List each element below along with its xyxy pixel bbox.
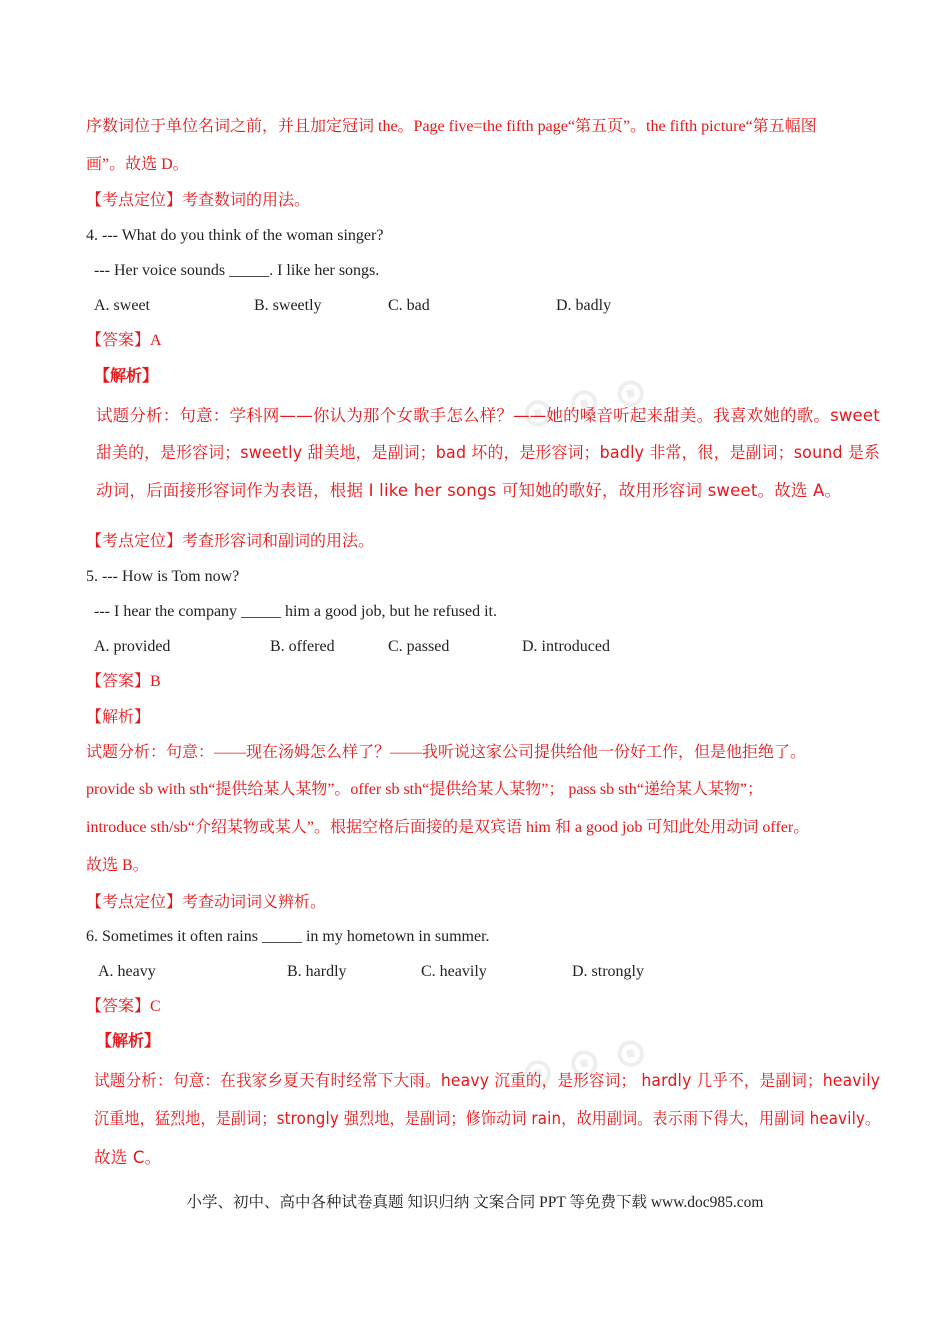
- question-6-stem: 6. Sometimes it often rains _____ in my hometown in summer.: [86, 928, 490, 945]
- question-4-option-c: C. bad: [388, 297, 430, 314]
- kaodian-4: 【考点定位】考查形容词和副词的用法。: [86, 533, 375, 550]
- question-5-answer: 【答案】B: [86, 673, 161, 690]
- intro-line-1: 序数词位于单位名词之前，并且加定冠词 the。Page five=the fifth page“第五页”。the fifth picture“第五幅图: [86, 118, 817, 135]
- question-5-option-b: B. offered: [270, 638, 335, 655]
- question-6-analysis-label: 【解析】: [96, 1033, 161, 1050]
- question-4-answer: 【答案】A: [86, 332, 162, 349]
- question-5-analysis-line-4: 故选 B。: [86, 857, 149, 874]
- question-6-option-a: A. heavy: [98, 963, 156, 980]
- kaodian-5: 【考点定位】考查动词词义辨析。: [86, 894, 327, 911]
- watermark-logo: ⊙ ⊙ ⊙: [516, 1027, 652, 1099]
- question-4-analysis-line-1: 试题分析：句意：学科网——你认为那个女歌手怎么样？——她的嗓音听起来甜美。我喜欢她的歌。sweet: [96, 406, 880, 425]
- question-5-analysis-line-1: 试题分析：句意：——现在汤姆怎么样了？——我听说这家公司提供给他一份好工作，但是他拒绝了。: [86, 744, 807, 761]
- question-6-analysis-line-2: 沉重地，猛烈地，是副词；strongly 强烈地，是副词；修饰动词 rain，故用副词。表示雨下得大，用副词 heavily。: [94, 1109, 881, 1128]
- question-5-option-d: D. introduced: [522, 638, 610, 655]
- question-4-option-b: B. sweetly: [254, 297, 322, 314]
- kaodian-3: 【考点定位】考查数词的用法。: [86, 192, 311, 209]
- question-4-analysis-label: 【解析】: [94, 368, 159, 385]
- question-5-analysis-label: 【解析】: [86, 709, 151, 726]
- question-6-option-c: C. heavily: [421, 963, 487, 980]
- question-4-analysis-line-3: 动词，后面接形容词作为表语，根据 I like her songs 可知她的歌好，故用形容词 sweet。故选 A。: [96, 481, 842, 500]
- question-4-stem2: --- Her voice sounds _____. I like her songs.: [94, 262, 380, 279]
- question-6-option-d: D. strongly: [572, 963, 644, 980]
- question-4-analysis-line-2: 甜美的，是形容词；sweetly 甜美地，是副词；bad 坏的，是形容词；badly 非常，很，是副词；sound 是系: [96, 443, 881, 462]
- question-5-analysis-line-3: introduce sth/sb“介绍某物或某人”。根据空格后面接的是双宾语 him 和 a good job 可知此处用动词 offer。: [86, 819, 810, 836]
- question-5-analysis-line-2: provide sb with sth“提供给某人某物”。offer sb sth“提供给某人某物”； pass sb sth“递给某人某物”；: [86, 781, 763, 798]
- question-6-answer: 【答案】C: [86, 998, 161, 1015]
- page-footer: 小学、初中、高中各种试卷真题 知识归纳 文案合同 PPT 等免费下载 www.doc985.com: [186, 1194, 764, 1211]
- question-6-analysis-line-3: 故选 C。: [94, 1148, 162, 1167]
- question-4-stem: 4. --- What do you think of the woman singer?: [86, 227, 384, 244]
- question-5-stem: 5. --- How is Tom now?: [86, 568, 240, 585]
- question-4-option-d: D. badly: [556, 297, 612, 314]
- question-6-option-b: B. hardly: [287, 963, 347, 980]
- watermark-logo: ⊙ ⊙ ⊙: [516, 367, 652, 439]
- question-5-option-c: C. passed: [388, 638, 450, 655]
- question-6-analysis-line-1: 试题分析：句意：在我家乡夏天有时经常下大雨。heavy 沉重的，是形容词； hardly 几乎不，是副词；heavily: [94, 1071, 881, 1090]
- question-5-option-a: A. provided: [94, 638, 171, 655]
- question-4-option-a: A. sweet: [94, 297, 150, 314]
- question-5-stem2: --- I hear the company _____ him a good job, but he refused it.: [94, 603, 497, 620]
- intro-line-2: 画”。故选 D。: [86, 156, 189, 173]
